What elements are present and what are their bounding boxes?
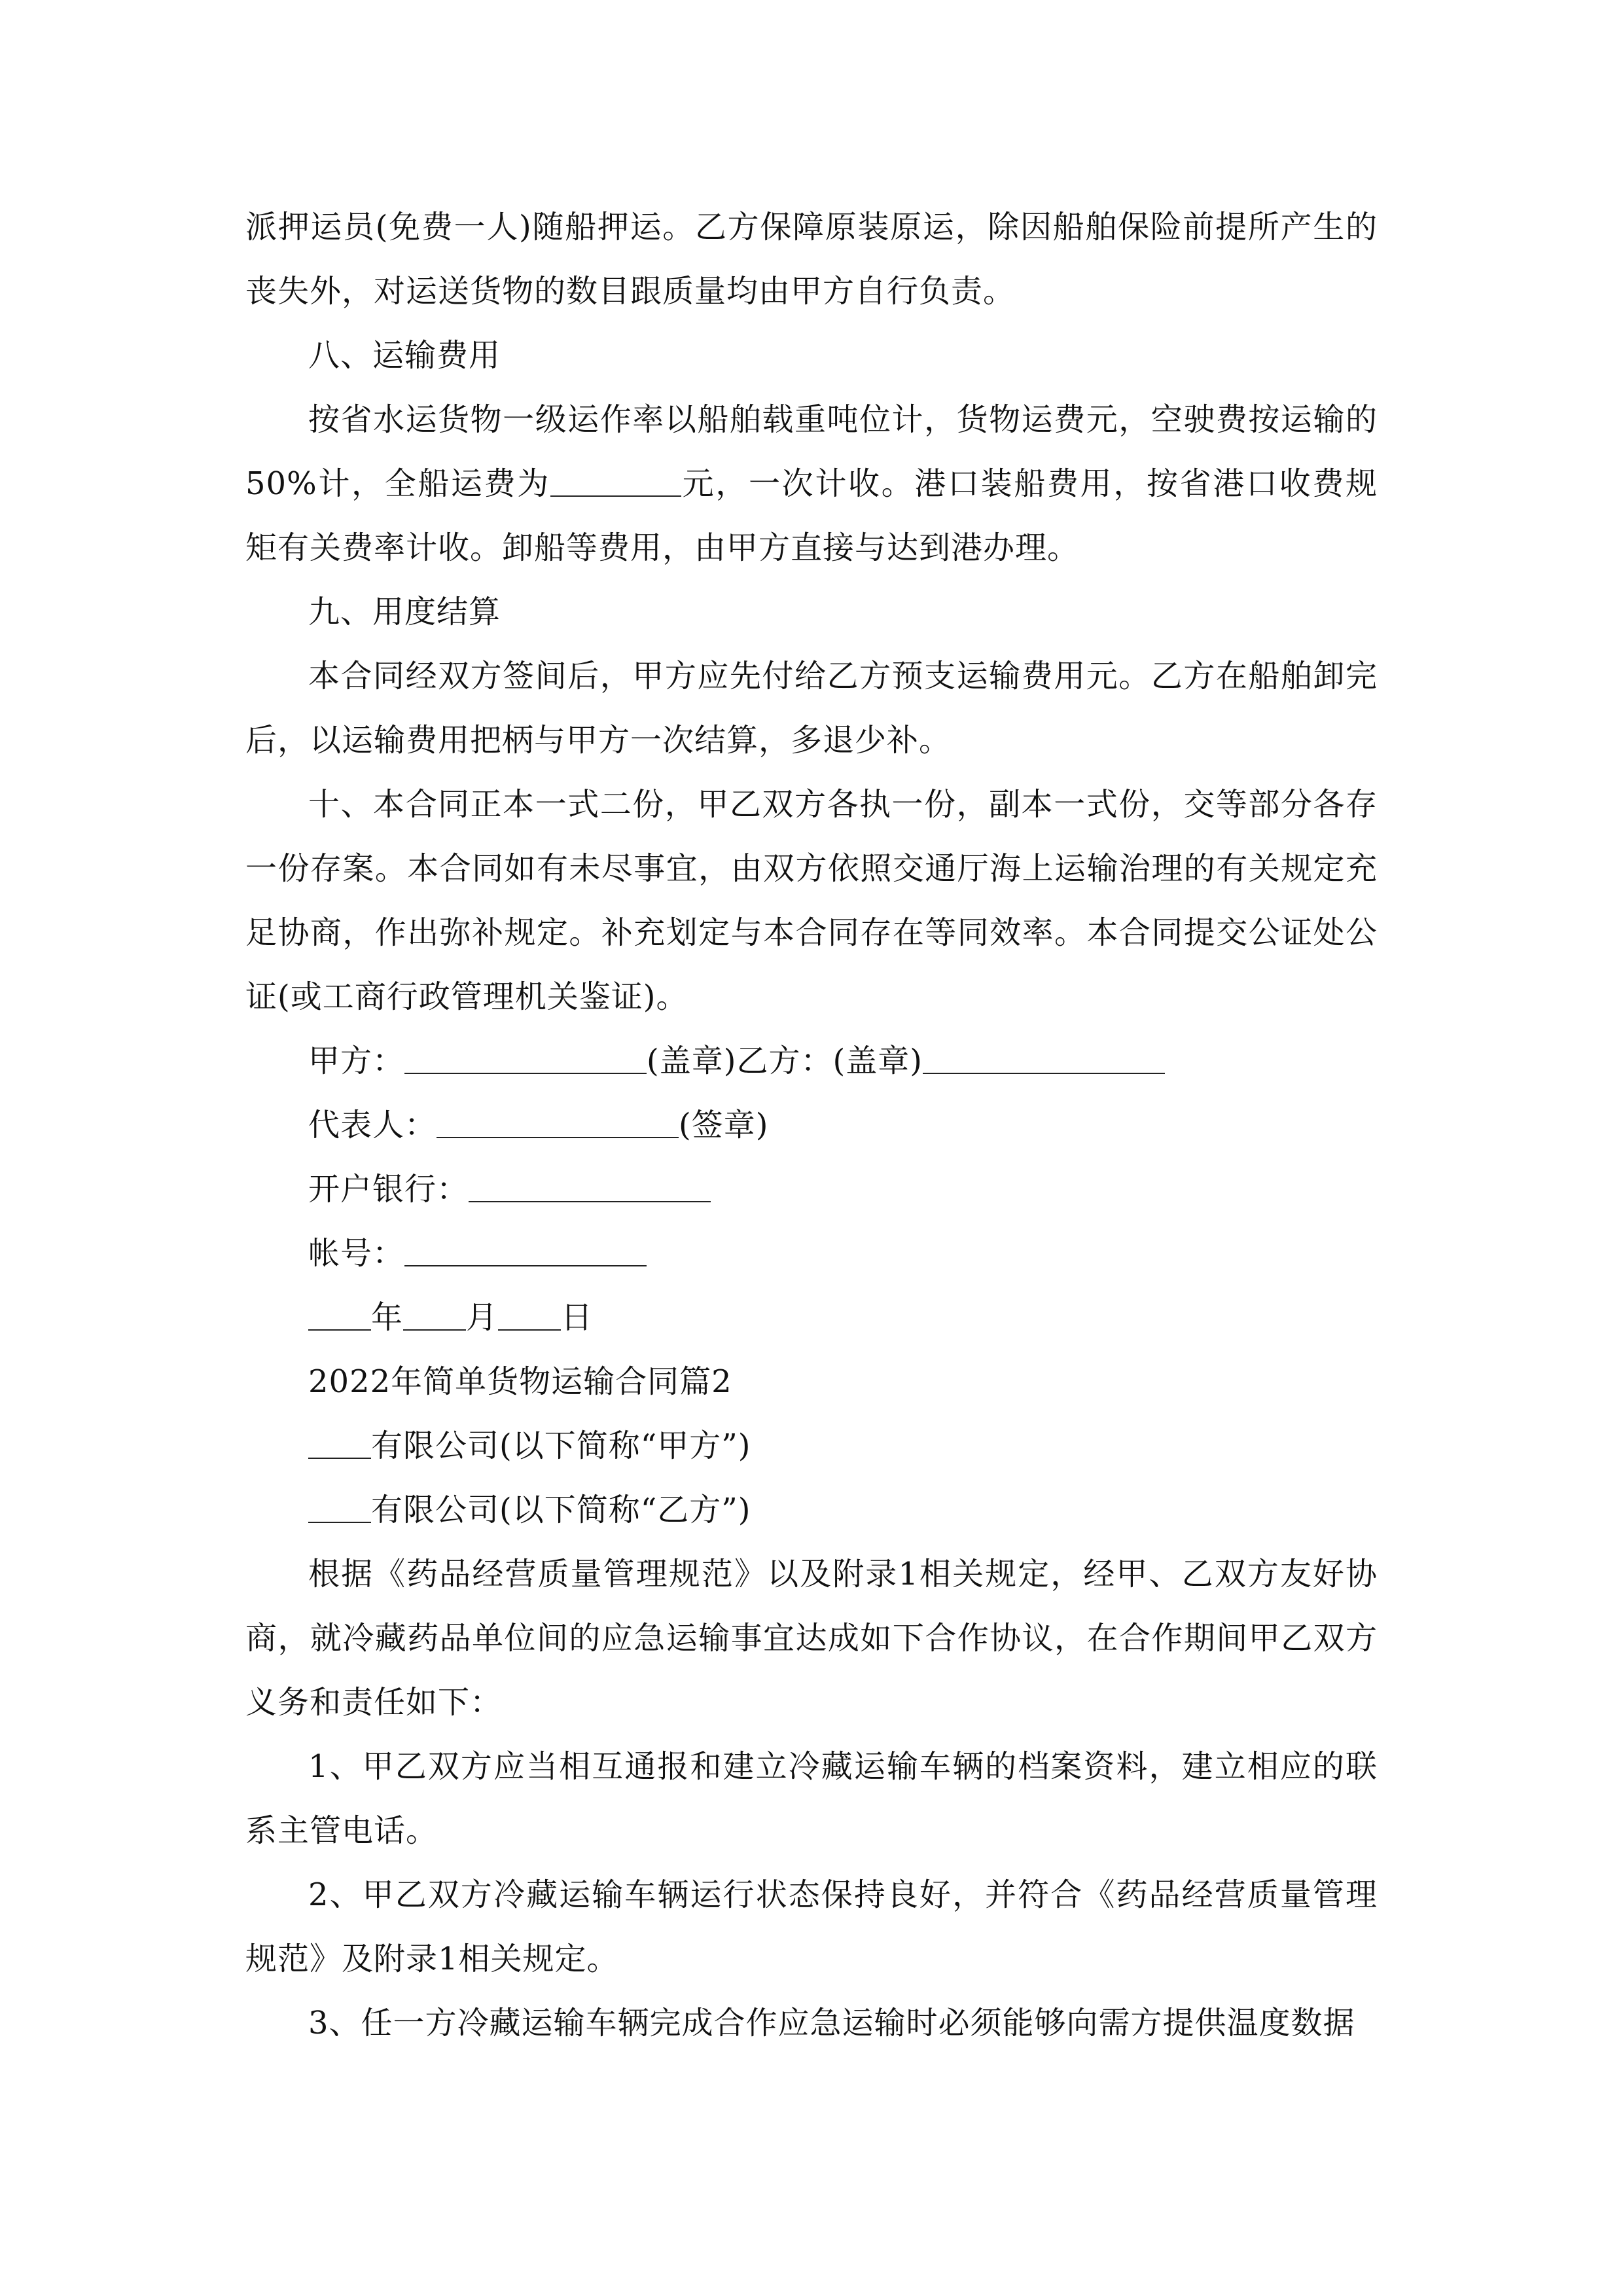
bank-label: 开户银行： xyxy=(308,1171,469,1208)
party-b-blank xyxy=(923,1044,1165,1074)
clause-2: 2、甲乙双方冷藏运输车辆运行状态保持良好，并符合《药品经营质量管理规范》及附录1相关规定。 xyxy=(245,1876,1378,1977)
clause-1: 1、甲乙双方应当相互通报和建立冷藏运输车辆的档案资料，建立相应的联系主管电话。 xyxy=(245,1748,1378,1849)
party-b-company-line xyxy=(245,1478,1378,1542)
bank-blank xyxy=(469,1172,711,1202)
fees-text-a: 按省水运货物一级运作率以船舶载重吨位计，货物运费元，空驶费按运输的50%计，全船运费为 xyxy=(245,401,1378,502)
account-line xyxy=(245,1221,1378,1285)
party-a-blank xyxy=(404,1044,647,1074)
year-blank xyxy=(308,1300,371,1331)
clause-3: 3、任一方冷藏运输车辆完成合作应急运输时必须能够向需方提供温度数据 xyxy=(308,2005,1355,2041)
day-blank xyxy=(498,1300,561,1331)
paragraph-settlement: 本合同经双方签间后，甲方应先付给乙方预支运输费用元。乙方在船舶卸完后，以运输费用把柄与甲方一次结算，多退少补。 xyxy=(245,658,1378,759)
date-line xyxy=(245,1285,1378,1350)
party-a-company-blank xyxy=(308,1429,371,1459)
account-blank xyxy=(404,1236,647,1266)
representative-line xyxy=(245,1093,1378,1157)
day-label: 日 xyxy=(561,1299,594,1336)
fees-text-b: 元，一次计收。港口装船费用，按省港口收费规矩有关费率计收。卸船等费用，由甲方直接与达到港办理。 xyxy=(245,465,1378,566)
heading-transport-fee: 八、运输费用 xyxy=(308,337,501,374)
section-title: 2022年简单货物运输合同篇2 xyxy=(308,1363,732,1400)
total-fee-blank xyxy=(550,467,681,497)
account-label: 帐号： xyxy=(308,1235,405,1272)
party-a-company: 有限公司(以下简称“甲方”) xyxy=(371,1427,751,1464)
party-a-company-line xyxy=(245,1414,1378,1478)
seal-text: (盖章)乙方：(盖章) xyxy=(647,1043,923,1079)
sign-label: (签章) xyxy=(679,1107,769,1143)
representative-label: 代表人： xyxy=(308,1107,437,1143)
month-blank xyxy=(403,1300,466,1331)
representative-blank xyxy=(437,1108,679,1138)
party-a-line xyxy=(245,1029,1378,1093)
paragraph-intro: 根据《药品经营质量管理规范》以及附录1相关规定，经甲、乙双方友好协商，就冷藏药品单位间的应急运输事宜达成如下合作协议，在合作期间甲乙双方义务和责任如下： xyxy=(245,1556,1378,1721)
year-label: 年 xyxy=(371,1299,404,1336)
paragraph-escort: 派押运员(免费一人)随船押运。乙方保障原装原运，除因船舶保险前提所产生的丧失外，对运送货物的数目跟质量均由甲方自行负责。 xyxy=(245,209,1378,310)
party-b-company-blank xyxy=(308,1493,371,1523)
paragraph-copies: 十、本合同正本一式二份，甲乙双方各执一份，副本一式份，交等部分各存一份存案。本合同如有未尽事宜，由双方依照交通厅海上运输治理的有关规定充足协商，作出弥补规定。补充划定与本合同存在等同效率。本合同提交公证处公证(或工商行政管理机关鉴证)。 xyxy=(245,786,1378,1015)
paragraph-fees xyxy=(245,387,1378,580)
contract-body xyxy=(245,195,1378,2055)
party-b-company: 有限公司(以下简称“乙方”) xyxy=(371,1492,751,1528)
heading-settlement: 九、用度结算 xyxy=(308,594,501,630)
bank-line xyxy=(245,1157,1378,1221)
month-label: 月 xyxy=(466,1299,499,1336)
party-a-label: 甲方： xyxy=(308,1043,405,1079)
